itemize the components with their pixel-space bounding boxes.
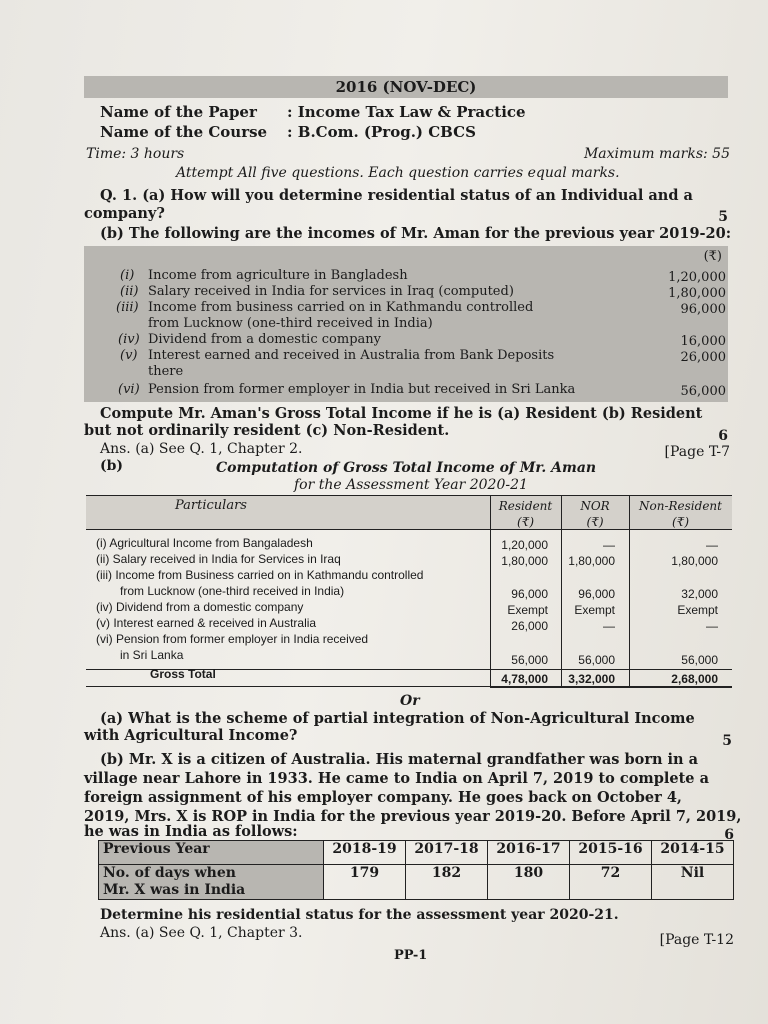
row-label: (i) Agricultural Income from Bangaladesh — [96, 536, 313, 550]
income-text-cont: there — [148, 364, 184, 379]
cell-nr: Exempt — [677, 603, 718, 617]
computation-table — [86, 495, 732, 687]
days-label — [99, 865, 324, 900]
course-label: Name of the Course — [100, 123, 268, 141]
or-answer-ref: Ans. (a) See Q. 1, Chapter 3. — [100, 925, 303, 941]
year-cell: 2017-18 — [406, 841, 488, 865]
cell-nor: 96,000 — [578, 587, 615, 601]
cell-resident: 1,20,000 — [501, 538, 548, 552]
cell-nor: — — [603, 619, 615, 633]
income-currency: (₹) — [703, 249, 722, 264]
paper-label: Name of the Paper — [100, 103, 257, 121]
income-num: (ii) — [120, 284, 139, 299]
gross-total-resident: 4,78,000 — [501, 672, 548, 686]
income-num: (v) — [120, 348, 138, 363]
exam-time: Time: 3 hours — [86, 146, 185, 162]
exam-year: 2016 (NOV-DEC) — [335, 78, 477, 96]
or-b-line3: foreign assignment of his employer company. He goes back on October 4, — [84, 789, 682, 806]
or-answer-page: [Page T-12 — [659, 932, 734, 948]
income-text: Salary received in India for services in Iraq (computed) — [148, 284, 514, 299]
answer-page: [Page T-7 — [664, 444, 730, 460]
income-num: (iii) — [116, 300, 139, 315]
income-text: Interest earned and received in Australia from Bank Deposits — [148, 348, 555, 363]
year-cell: 2015-16 — [570, 841, 652, 865]
or-b-line5: he was in India as follows: — [84, 823, 298, 840]
days-cell: Nil — [652, 865, 734, 900]
income-num: (vi) — [118, 382, 140, 397]
computation-title: Computation of Gross Total Income of Mr. Aman — [216, 460, 597, 476]
col-header-non-resident: Non-Resident — [639, 499, 722, 513]
income-num: (iv) — [118, 332, 140, 347]
income-amount: 1,20,000 — [668, 270, 726, 285]
gross-total-label: Gross Total — [150, 667, 216, 681]
row-label: (ii) Salary received in India for Services in Iraq — [96, 552, 341, 566]
col-currency: (₹) — [517, 515, 534, 529]
compute-marks: 6 — [718, 428, 728, 444]
or-b-line2: village near Lahore in 1933. He came to India on April 7, 2019 to complete a — [84, 770, 709, 787]
page-number: PP-1 — [394, 948, 428, 963]
row-label: (v) Interest earned & received in Australia — [96, 616, 317, 630]
or-divider: Or — [400, 693, 420, 709]
compute-line2: but not ordinarily resident (c) Non-Resident. — [84, 422, 450, 439]
cell-nr: 1,80,000 — [671, 554, 718, 568]
cell-nr: — — [706, 538, 718, 552]
income-amount: 96,000 — [680, 302, 726, 317]
income-text: Income from agriculture in Bangladesh — [148, 268, 408, 283]
cell-resident: 96,000 — [511, 587, 548, 601]
row-label: in Sri Lanka — [120, 648, 184, 662]
income-amount: 1,80,000 — [668, 286, 726, 301]
instructions: Attempt All five questions. Each question carries equal marks. — [176, 165, 620, 181]
income-amount: 56,000 — [680, 384, 726, 399]
gross-total-nr: 2,68,000 — [671, 672, 718, 686]
year-cell: 2016-17 — [488, 841, 570, 865]
or-b-marks: 6 — [724, 827, 734, 843]
determine-line: Determine his residential status for the assessment year 2020-21. — [100, 907, 619, 923]
col-header-resident: Resident — [498, 499, 553, 513]
course-value: : B.Com. (Prog.) CBCS — [287, 123, 476, 141]
cell-nr: 56,000 — [681, 653, 718, 667]
income-text: Income from business carried on in Kathmandu controlled — [148, 300, 534, 315]
income-text-cont: from Lucknow (one-third received in India) — [148, 316, 433, 331]
max-marks: Maximum marks: 55 — [583, 146, 730, 162]
cell-nor: Exempt — [574, 603, 615, 617]
cell-nor: 1,80,000 — [568, 554, 615, 568]
income-text: Dividend from a domestic company — [148, 332, 381, 347]
col-header-nor: NOR — [580, 499, 610, 513]
answer-ref: Ans. (a) See Q. 1, Chapter 2. — [100, 441, 303, 457]
cell-nr: — — [706, 619, 718, 633]
part-b-label: (b) — [100, 458, 124, 474]
gross-total-nor: 3,32,000 — [568, 672, 615, 686]
paper-value: : Income Tax Law & Practice — [287, 103, 526, 121]
year-cell: 2014-15 — [652, 841, 734, 865]
presence-table — [98, 840, 734, 900]
q1a-marks: 5 — [718, 209, 728, 225]
income-num: (i) — [120, 268, 135, 283]
cell-nor: — — [603, 538, 615, 552]
days-cell: 179 — [324, 865, 406, 900]
q1a-line1: Q. 1. (a) How will you determine residential status of an Individual and a — [100, 187, 693, 204]
days-label-line1: No. of days when — [103, 865, 236, 881]
cell-nr: 32,000 — [681, 587, 718, 601]
days-label-line2: Mr. X was in India — [103, 882, 246, 898]
cell-resident: 1,80,000 — [501, 554, 548, 568]
col-currency: (₹) — [586, 515, 604, 529]
cell-resident: Exempt — [507, 603, 548, 617]
or-a-line2: with Agricultural Income? — [84, 727, 298, 744]
compute-line1: Compute Mr. Aman's Gross Total Income if he is (a) Resident (b) Resident — [100, 405, 703, 422]
or-a-marks: 5 — [722, 733, 732, 749]
row-label: (vi) Pension from former employer in India received — [96, 632, 369, 646]
or-b-line1: (b) Mr. X is a citizen of Australia. His maternal grandfather was born in a — [100, 751, 699, 768]
previous-year-label: Previous Year — [99, 841, 324, 865]
days-cell: 180 — [488, 865, 570, 900]
income-amount: 16,000 — [680, 334, 726, 349]
row-label: (iii) Income from Business carried on in Kathmandu controlled — [96, 568, 424, 582]
year-cell: 2018-19 — [324, 841, 406, 865]
income-amount: 26,000 — [680, 350, 726, 365]
row-label: from Lucknow (one-third received in India) — [120, 584, 345, 598]
cell-resident: 56,000 — [511, 653, 548, 667]
cell-nor: 56,000 — [578, 653, 615, 667]
income-text: Pension from former employer in India but received in Sri Lanka — [148, 382, 576, 397]
or-a-line1: (a) What is the scheme of partial integration of Non-Agricultural Income — [100, 710, 695, 727]
row-label: (iv) Dividend from a domestic company — [96, 600, 304, 614]
days-cell: 182 — [406, 865, 488, 900]
or-b-line4: 2019, Mrs. X is ROP in India for the previous year 2019-20. Before April 7, 2019, — [84, 808, 742, 825]
computation-subtitle: for the Assessment Year 2020-21 — [294, 477, 528, 493]
col-header-particulars: Particulars — [175, 498, 247, 513]
days-cell: 72 — [570, 865, 652, 900]
col-currency: (₹) — [672, 515, 689, 529]
q1b-line: (b) The following are the incomes of Mr. Aman for the previous year 2019-20: — [100, 225, 732, 242]
cell-resident: 26,000 — [511, 619, 548, 633]
q1a-line2: company? — [84, 205, 165, 222]
